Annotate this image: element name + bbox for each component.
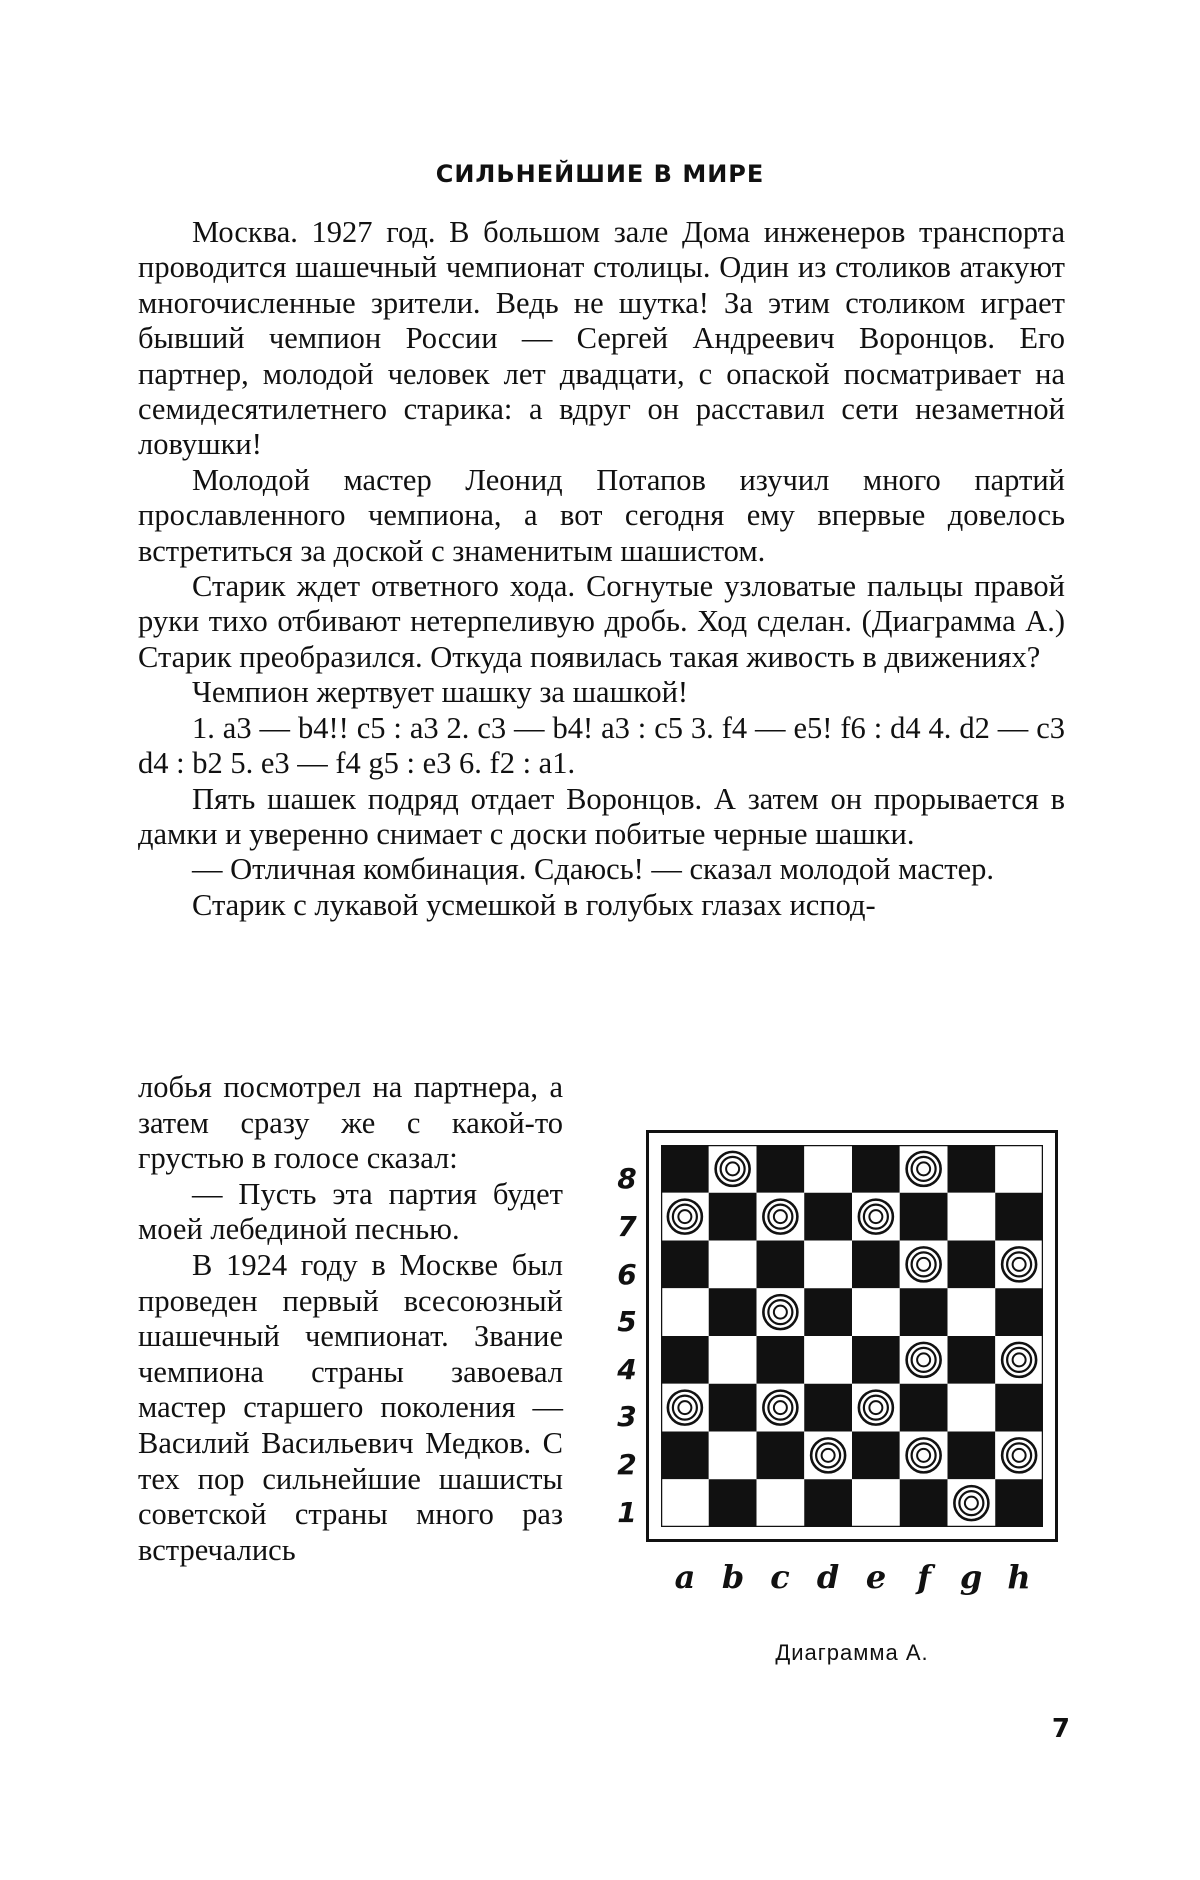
square-e6 xyxy=(852,1241,900,1289)
file-label-b: b xyxy=(709,1558,757,1596)
white-checker-h2 xyxy=(1002,1438,1036,1472)
diagram-caption: Диаграмма А. xyxy=(646,1640,1058,1666)
square-f5 xyxy=(900,1288,948,1336)
square-g2 xyxy=(948,1432,996,1480)
white-checker-h6 xyxy=(1002,1247,1036,1281)
square-d8 xyxy=(804,1145,852,1193)
square-e8 xyxy=(852,1145,900,1193)
file-label-e: e xyxy=(852,1558,900,1596)
square-d7 xyxy=(804,1193,852,1241)
square-c1 xyxy=(757,1479,805,1527)
white-checker-d2 xyxy=(811,1438,845,1472)
square-g4 xyxy=(948,1336,996,1384)
square-d1 xyxy=(804,1479,852,1527)
white-checker-c3 xyxy=(763,1391,797,1425)
page-number: 7 xyxy=(1040,1714,1070,1744)
white-checker-e3 xyxy=(859,1391,893,1425)
square-d3 xyxy=(804,1384,852,1432)
square-g7 xyxy=(948,1193,996,1241)
white-checker-b8 xyxy=(716,1152,750,1186)
file-label-a: a xyxy=(661,1558,709,1596)
square-a1 xyxy=(661,1479,709,1527)
rank-label-5: 5 xyxy=(612,1305,642,1338)
square-b3 xyxy=(709,1384,757,1432)
main-text xyxy=(138,215,1065,923)
rank-label-6: 6 xyxy=(612,1258,642,1291)
white-checker-f2 xyxy=(907,1438,941,1472)
square-d6 xyxy=(804,1241,852,1289)
paragraph-2: Молодой мастер Леонид Потапов изучил много партий прославленного чемпиона, а вот сегодня ему впервые довелось встретиться за доской с знаменитым шашистом. xyxy=(138,463,1065,569)
rank-label-3: 3 xyxy=(612,1400,642,1433)
chapter-heading: СИЛЬНЕЙШИЕ В МИРЕ xyxy=(0,160,1200,188)
square-c8 xyxy=(757,1145,805,1193)
square-c2 xyxy=(757,1432,805,1480)
square-a5 xyxy=(661,1288,709,1336)
paragraph-7-continued: лобья посмотрел на партнера, а затем сразу же с какой-то грустью в голосе сказал: xyxy=(138,1070,563,1177)
square-e4 xyxy=(852,1336,900,1384)
white-checker-f8 xyxy=(907,1152,941,1186)
paragraph-7-start: Старик с лукавой усмешкой в голубых глазах испод- xyxy=(192,888,876,922)
square-b5 xyxy=(709,1288,757,1336)
square-b6 xyxy=(709,1241,757,1289)
rank-label-1: 1 xyxy=(612,1496,642,1529)
paragraph-3: Старик ждет ответного хода. Согнутые узловатые пальцы правой руки тихо отбивают нетерпеливую дробь. Ход сделан. (Диаграмма А.) Старик преобразился. Откуда появилась такая живость в движениях? xyxy=(138,569,1065,675)
square-g5 xyxy=(948,1288,996,1336)
white-checker-g1 xyxy=(954,1486,988,1520)
square-g8 xyxy=(948,1145,996,1193)
paragraph-6: — Отличная комбинация. Сдаюсь! — сказал молодой мастер. xyxy=(138,852,1065,887)
paragraph-9: В 1924 году в Москве был проведен первый всесоюзный шашечный чемпионат. Звание чемпиона страны завоевал мастер старшего поколения — Василий Васильевич Медков. С тех пор сильнейшие шашисты советской страны много раз встречались xyxy=(138,1248,563,1568)
square-e5 xyxy=(852,1288,900,1336)
square-g6 xyxy=(948,1241,996,1289)
square-b4 xyxy=(709,1336,757,1384)
paragraph-4: Чемпион жертвует шашку за шашкой! xyxy=(138,675,1065,710)
square-a6 xyxy=(661,1241,709,1289)
square-h5 xyxy=(995,1288,1043,1336)
white-checker-a7 xyxy=(668,1200,702,1234)
rank-label-2: 2 xyxy=(612,1448,642,1481)
white-checker-a3 xyxy=(668,1391,702,1425)
checkers-board xyxy=(661,1145,1043,1527)
square-b1 xyxy=(709,1479,757,1527)
paragraph-7 xyxy=(138,888,1065,923)
side-text xyxy=(138,1070,563,1568)
white-checker-f4 xyxy=(907,1343,941,1377)
square-g3 xyxy=(948,1384,996,1432)
paragraph-1: Москва. 1927 год. В большом зале Дома инженеров транспорта проводится шашечный чемпионат столицы. Один из столиков атакуют многочисленные зрители. Ведь не шутка! За этим столиком играет бывший чемпион России — Сергей Андреевич Воронцов. Его партнер, молодой человек лет двадцати, с опаской посматривает на семидесятилетнего старика: а вдруг он расставил сети незаметной ловушки! xyxy=(138,215,1065,463)
rank-label-8: 8 xyxy=(612,1162,642,1195)
white-checker-h4 xyxy=(1002,1343,1036,1377)
square-c6 xyxy=(757,1241,805,1289)
white-checker-c5 xyxy=(763,1295,797,1329)
file-label-c: c xyxy=(756,1558,804,1596)
book-page xyxy=(0,0,1200,1880)
square-c4 xyxy=(757,1336,805,1384)
white-checker-e7 xyxy=(859,1200,893,1234)
file-label-f: f xyxy=(900,1558,948,1596)
rank-label-7: 7 xyxy=(612,1210,642,1243)
white-checker-f6 xyxy=(907,1247,941,1281)
paragraph-5: Пять шашек подряд отдает Воронцов. А затем он прорывается в дамки и уверенно снимает с доски побитые черные шашки. xyxy=(138,782,1065,853)
square-d5 xyxy=(804,1288,852,1336)
square-b2 xyxy=(709,1432,757,1480)
square-h7 xyxy=(995,1193,1043,1241)
paragraph-8: — Пусть эта партия будет моей лебединой песнью. xyxy=(138,1177,563,1248)
square-e2 xyxy=(852,1432,900,1480)
square-f1 xyxy=(900,1479,948,1527)
square-h3 xyxy=(995,1384,1043,1432)
square-a8 xyxy=(661,1145,709,1193)
game-moves: 1. a3 — b4!! c5 : a3 2. c3 — b4! a3 : c5 3. f4 — e5! f6 : d4 4. d2 — c3 d4 : b2 5. e3 — f4 g5 : e3 6. f2 : a1. xyxy=(138,711,1065,782)
white-checker-c7 xyxy=(763,1200,797,1234)
square-b7 xyxy=(709,1193,757,1241)
square-d4 xyxy=(804,1336,852,1384)
rank-label-4: 4 xyxy=(612,1353,642,1386)
square-a2 xyxy=(661,1432,709,1480)
square-f7 xyxy=(900,1193,948,1241)
square-e1 xyxy=(852,1479,900,1527)
square-a4 xyxy=(661,1336,709,1384)
square-f3 xyxy=(900,1384,948,1432)
file-label-d: d xyxy=(804,1558,852,1596)
square-h1 xyxy=(995,1479,1043,1527)
file-label-g: g xyxy=(947,1558,995,1596)
square-h8 xyxy=(995,1145,1043,1193)
file-label-h: h xyxy=(995,1558,1043,1596)
